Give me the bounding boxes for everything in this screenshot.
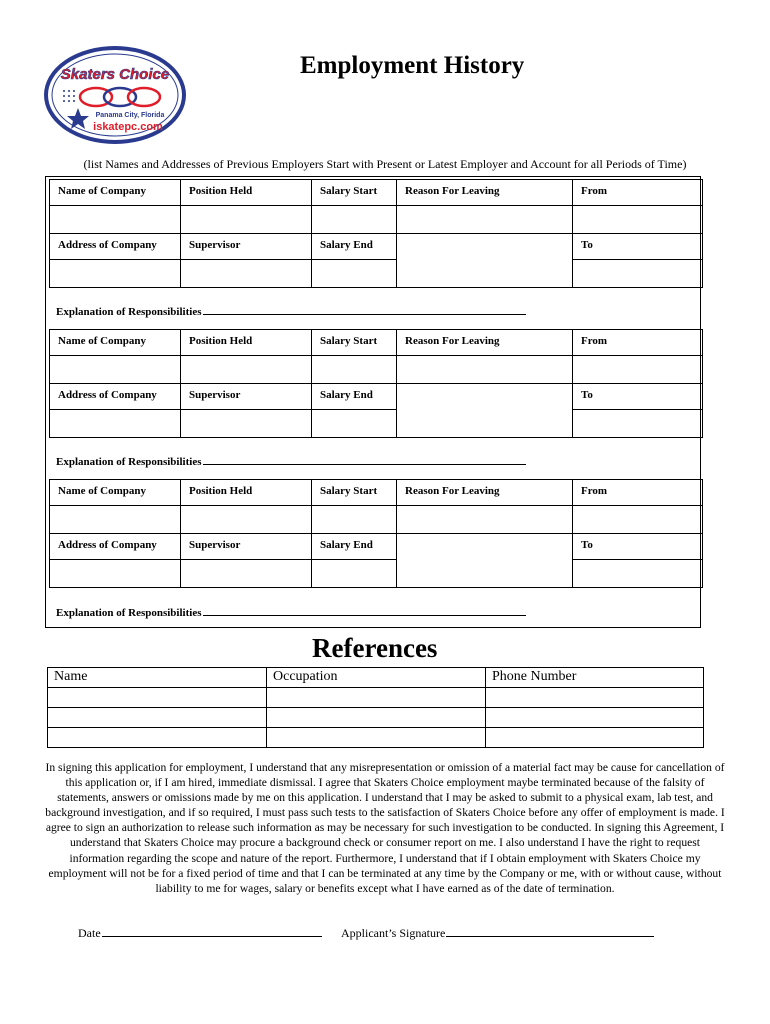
company-name-field[interactable] (50, 356, 181, 384)
header-salary-end: Salary End (312, 534, 397, 560)
salary-start-field[interactable] (312, 206, 397, 234)
signature-row (78, 926, 654, 941)
supervisor-field[interactable] (181, 410, 312, 438)
header-reason-for-leaving: Reason For Leaving (397, 480, 573, 506)
position-held-field[interactable] (181, 506, 312, 534)
company-name-field[interactable] (50, 206, 181, 234)
header-from: From (573, 480, 703, 506)
employer-1-table (49, 179, 703, 288)
reference-phone-field[interactable] (486, 688, 704, 708)
company-name-field[interactable] (50, 506, 181, 534)
explanation-of-responsibilities[interactable] (56, 455, 526, 468)
header-name-of-company: Name of Company (50, 180, 181, 206)
svg-text:Skaters Choice: Skaters Choice (60, 66, 170, 83)
signature-label: Applicant’s Signature (341, 926, 446, 940)
header-reference-phone: Phone Number (486, 668, 704, 688)
header-reference-name: Name (48, 668, 267, 688)
reference-name-field[interactable] (48, 708, 267, 728)
header-supervisor: Supervisor (181, 534, 312, 560)
references-table (47, 667, 704, 748)
svg-text:iskatepc.com: iskatepc.com (93, 121, 163, 133)
salary-end-field[interactable] (312, 560, 397, 588)
header-from: From (573, 180, 703, 206)
header-supervisor: Supervisor (181, 234, 312, 260)
header-name-of-company: Name of Company (50, 330, 181, 356)
position-held-field[interactable] (181, 356, 312, 384)
salary-start-field[interactable] (312, 356, 397, 384)
salary-start-field[interactable] (312, 506, 397, 534)
header-salary-start: Salary Start (312, 480, 397, 506)
salary-end-field[interactable] (312, 410, 397, 438)
header-position-held: Position Held (181, 180, 312, 206)
page-subtitle: (list Names and Addresses of Previous Employers Start with Present or Latest Employer and Account for all Periods of Time) (83, 157, 687, 171)
explanation-of-responsibilities[interactable] (56, 606, 526, 619)
employment-history-section (45, 176, 701, 628)
company-address-field[interactable] (50, 260, 181, 288)
header-salary-start: Salary Start (312, 180, 397, 206)
signature-line[interactable] (446, 926, 654, 937)
company-address-field[interactable] (50, 410, 181, 438)
header-reason-for-leaving: Reason For Leaving (397, 180, 573, 206)
reference-name-field[interactable] (48, 728, 267, 748)
from-date-field[interactable] (573, 206, 703, 234)
header-salary-start: Salary Start (312, 330, 397, 356)
to-date-field[interactable] (573, 260, 703, 288)
svg-text:Panama City, Florida: Panama City, Florida (95, 112, 165, 119)
explanation-label: Explanation of Responsibilities (56, 306, 202, 318)
header-address-of-company: Address of Company (50, 534, 181, 560)
date-label: Date (78, 926, 101, 940)
reason-for-leaving-field[interactable] (397, 506, 573, 534)
header-position-held: Position Held (181, 330, 312, 356)
header-from: From (573, 330, 703, 356)
from-date-field[interactable] (573, 356, 703, 384)
salary-end-field[interactable] (312, 260, 397, 288)
position-held-field[interactable] (181, 206, 312, 234)
reason-for-leaving-continued-field[interactable] (397, 534, 573, 588)
reference-occupation-field[interactable] (267, 708, 486, 728)
explanation-label: Explanation of Responsibilities (56, 607, 202, 619)
reason-for-leaving-continued-field[interactable] (397, 384, 573, 438)
applicant-agreement-text: In signing this application for employment, I understand that any misrepresentation or omission of a material fact may be cause for cancellation of this application or, if I am hired, immediate dismissal. I agree that Skaters Choice employment maybe terminated because of the falsity of statements, answers or omissions made by me on this application. I understand that I may be asked to submit to a physical exam, lab test, and background investigation, and if so required, I must pass such tests to the satisfaction of Skaters Choice before any offer of employment is made. I agree to sign an authorization to release such information as may be necessary for such investigation to be conducted. In signing this Agreement, I understand that Skaters Choice may procure a background check or consumer report on me. I also understand I have the right to request information regarding the scope and nature of the report. Furthermore, I understand that if I obtain employment with Skaters Choice my employment will not be for a fixed period of time and that I can be terminated at any time by the Company or me, with or without cause, without liability to me for wages, salary or benefits except what I have earned as of the date of termination. (45, 761, 725, 895)
from-date-field[interactable] (573, 506, 703, 534)
employer-3-table (49, 479, 703, 588)
reason-for-leaving-continued-field[interactable] (397, 234, 573, 288)
header-reason-for-leaving: Reason For Leaving (397, 330, 573, 356)
header-name-of-company: Name of Company (50, 480, 181, 506)
explanation-line[interactable] (203, 455, 526, 465)
explanation-label: Explanation of Responsibilities (56, 456, 202, 468)
explanation-line[interactable] (203, 606, 526, 616)
reference-occupation-field[interactable] (267, 728, 486, 748)
header-salary-end: Salary End (312, 234, 397, 260)
explanation-of-responsibilities[interactable] (56, 305, 526, 318)
reference-name-field[interactable] (48, 688, 267, 708)
reference-phone-field[interactable] (486, 708, 704, 728)
employer-2-table (49, 329, 703, 438)
company-address-field[interactable] (50, 560, 181, 588)
page-title: Employment History (300, 52, 525, 79)
reason-for-leaving-field[interactable] (397, 356, 573, 384)
header-salary-end: Salary End (312, 384, 397, 410)
header-position-held: Position Held (181, 480, 312, 506)
explanation-line[interactable] (203, 305, 526, 315)
company-logo (44, 46, 186, 144)
to-date-field[interactable] (573, 560, 703, 588)
header-reference-occupation: Occupation (267, 668, 486, 688)
header-address-of-company: Address of Company (50, 234, 181, 260)
reference-phone-field[interactable] (486, 728, 704, 748)
header-address-of-company: Address of Company (50, 384, 181, 410)
header-supervisor: Supervisor (181, 384, 312, 410)
reference-occupation-field[interactable] (267, 688, 486, 708)
reason-for-leaving-field[interactable] (397, 206, 573, 234)
header-to: To (573, 534, 703, 560)
to-date-field[interactable] (573, 410, 703, 438)
supervisor-field[interactable] (181, 560, 312, 588)
supervisor-field[interactable] (181, 260, 312, 288)
date-line[interactable] (102, 926, 322, 937)
header-to: To (573, 234, 703, 260)
header-to: To (573, 384, 703, 410)
references-title: References (312, 633, 438, 663)
